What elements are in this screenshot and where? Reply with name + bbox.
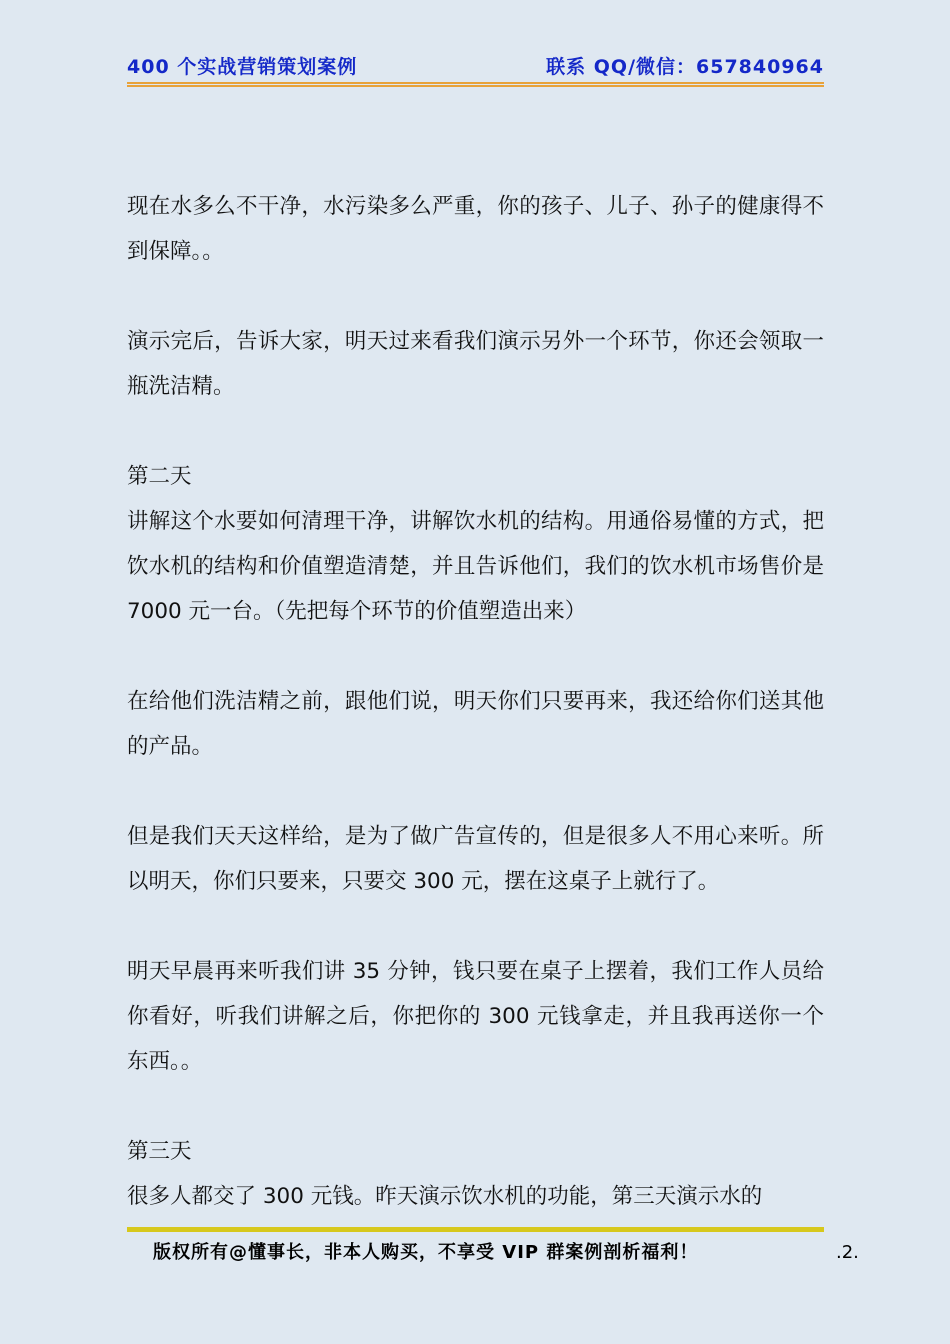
- header-title: 400 个实战营销策划案例: [127, 56, 358, 78]
- footer-copyright: 版权所有@懂事长，非本人购买，不享受 VIP 群案例剖析福利！: [153, 1242, 699, 1263]
- page-header: [127, 54, 824, 80]
- section-heading-day-three: 第三天: [127, 1139, 192, 1164]
- header-contact: 联系 QQ/微信：657840964: [546, 56, 824, 78]
- paragraph: 现在水多么不干净，水污染多么严重，你的孩子、儿子、孙子的健康得不到保障。。: [127, 194, 824, 264]
- paragraph: 在给他们洗洁精之前，跟他们说，明天你们只要再来，我还给你们送其他的产品。: [127, 689, 824, 759]
- section-heading-day-two: 第二天: [127, 464, 192, 489]
- page-number: .2.: [836, 1242, 859, 1263]
- header-rule-bottom: [127, 85, 824, 87]
- paragraph: 但是我们天天这样给，是为了做广告宣传的，但是很多人不用心来听。所以明天，你们只要来，只要交 300 元，摆在这桌子上就行了。: [127, 824, 824, 894]
- paragraph: 很多人都交了 300 元钱。昨天演示饮水机的功能，第三天演示水的: [127, 1184, 763, 1209]
- document-body: [127, 184, 824, 1219]
- paragraph: 讲解这个水要如何清理干净，讲解饮水机的结构。用通俗易懂的方式，把饮水机的结构和价值塑造清楚，并且告诉他们，我们的饮水机市场售价是 7000 元一台。（先把每个环节的价值塑造出来）: [127, 509, 824, 624]
- header-rule-top: [127, 82, 824, 84]
- paragraph: 演示完后，告诉大家，明天过来看我们演示另外一个环节，你还会领取一瓶洗洁精。: [127, 329, 824, 399]
- paragraph: 明天早晨再来听我们讲 35 分钟，钱只要在桌子上摆着，我们工作人员给你看好，听我们讲解之后，你把你的 300 元钱拿走，并且我再送你一个东西。。: [127, 959, 824, 1074]
- footer-rule: [127, 1227, 824, 1232]
